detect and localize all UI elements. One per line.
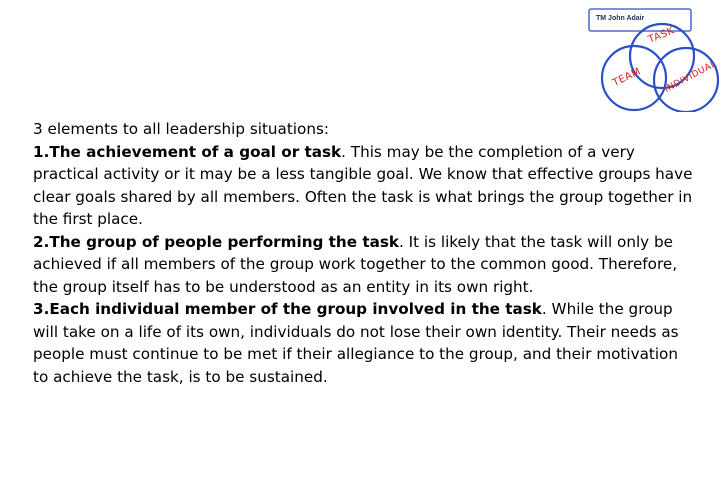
element-text-1: . This may be the completion of a very practical activity or it may be a less tangible goal. We know that effective groups have clear goals shared by all members. Often the task is what brings the group together in the first place. <box>33 142 693 228</box>
element-paragraph-2 <box>33 231 693 299</box>
adair-three-circles-diagram <box>588 8 722 112</box>
element-text-2: . It is likely that the task will only be achieved if all members of the group work together to the common good. Therefore, the group itself has to be understood as an entity in its own right. <box>33 232 678 296</box>
three-circles-graphic <box>588 8 722 112</box>
element-paragraph-3 <box>33 298 693 388</box>
element-text-3: . While the group will take on a life of its own, individuals do not lose their own identity. Their needs as people must continue to be met if their allegiance to the group, and their motivation to achieve the task, is to be sustained. <box>33 300 679 386</box>
individual-label: INDIVIDUAL <box>663 59 719 95</box>
intro-line: 3 elements to all leadership situations: <box>33 120 329 138</box>
task-label: TASK <box>646 25 677 46</box>
element-heading-1: 1.The achievement of a goal or task <box>33 142 342 161</box>
element-heading-2: 2.The group of people performing the task <box>33 232 399 251</box>
element-heading-3: 3.Each individual member of the group involved in the task <box>33 300 542 318</box>
team-label: TEAM <box>611 66 643 89</box>
element-paragraph-1 <box>33 141 693 231</box>
body-text <box>33 118 693 388</box>
diagram-caption: TM John Adair <box>596 15 645 22</box>
